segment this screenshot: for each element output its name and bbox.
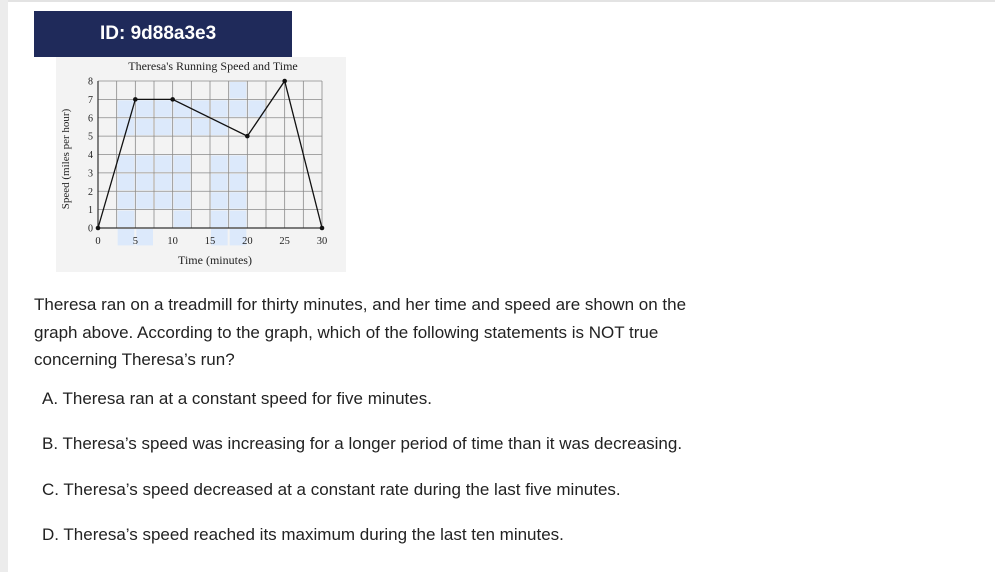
x-tick-label: 25: [279, 236, 290, 247]
question-stem: Theresa ran on a treadmill for thirty minutes, and her time and speed are shown on the graph above. According to the graph, which of the following statements is NOT true concerning Theresa’s run?: [34, 295, 687, 369]
y-tick-label: 1: [88, 205, 93, 217]
shaded-cell: [155, 119, 172, 135]
shaded-cell: [136, 119, 153, 135]
shaded-cell: [174, 192, 191, 208]
shaded-cell: [211, 119, 228, 135]
y-tick-label: 3: [88, 168, 93, 180]
chart-title: Theresa's Running Speed and Time: [128, 59, 298, 73]
x-tick-label: 0: [95, 236, 101, 247]
shaded-cell: [155, 100, 172, 116]
data-point: [96, 226, 101, 231]
shaded-cell: [230, 211, 247, 227]
shaded-cell: [118, 192, 135, 208]
data-point: [245, 134, 250, 139]
y-tick-label: 0: [88, 223, 93, 235]
shaded-cell: [118, 211, 135, 227]
shaded-cell: [230, 192, 247, 208]
x-tick-label: 15: [204, 236, 216, 247]
data-point: [320, 226, 325, 231]
shaded-cell: [211, 174, 228, 190]
data-point: [133, 97, 138, 102]
y-tick-label: 5: [88, 131, 93, 143]
shaded-cell: [155, 174, 172, 190]
shaded-cell: [211, 100, 228, 116]
y-tick-label: 4: [88, 150, 93, 161]
shaded-cell: [174, 174, 191, 190]
shaded-cell: [230, 174, 247, 190]
shaded-cell: [211, 192, 228, 208]
y-tick-label: 7: [88, 94, 93, 106]
x-tick-label: 5: [132, 236, 138, 247]
shaded-cell: [174, 156, 191, 172]
shaded-cell: [230, 82, 247, 98]
shaded-cell: [230, 156, 247, 172]
y-tick-label: 2: [88, 186, 93, 198]
shaded-cell: [136, 229, 153, 245]
shaded-cell: [174, 100, 191, 116]
shaded-cell: [211, 156, 228, 172]
shaded-cell: [155, 192, 172, 208]
top-page-rule: [8, 0, 995, 2]
x-tick-label: 30: [316, 236, 328, 247]
shaded-cell: [174, 211, 191, 227]
speed-time-chart: [56, 57, 346, 272]
shaded-cell: [230, 100, 247, 116]
shaded-cell: [192, 100, 209, 116]
shaded-cell: [192, 119, 209, 135]
y-tick-label: 6: [88, 113, 93, 125]
question-id-banner: [34, 11, 292, 57]
answer-choice-b[interactable]: B. Theresa’s speed was increasing for a longer period of time than it was decreasing.: [42, 434, 683, 453]
data-point: [282, 79, 287, 84]
shaded-cell: [118, 174, 135, 190]
y-axis-ticks: [88, 77, 93, 235]
shaded-cell: [174, 119, 191, 135]
shaded-cell: [211, 211, 228, 227]
y-axis-label: Speed (miles per hour): [60, 108, 72, 210]
x-tick-label: 20: [242, 236, 253, 247]
question-id-label: ID: 9d88a3e3: [100, 23, 217, 44]
answer-choice-c[interactable]: C. Theresa’s speed decreased at a constant rate during the last five minutes.: [42, 480, 621, 499]
answer-choice-d[interactable]: D. Theresa’s speed reached its maximum during the last ten minutes.: [42, 525, 564, 544]
shaded-cell: [118, 156, 135, 172]
answer-choice-a[interactable]: A. Theresa ran at a constant speed for five minutes.: [42, 389, 432, 408]
x-axis-label: Time (minutes): [178, 253, 252, 267]
shaded-cell: [136, 100, 153, 116]
shaded-cell: [136, 192, 153, 208]
shaded-cell: [118, 100, 135, 116]
shaded-cell: [136, 174, 153, 190]
y-tick-label: 8: [88, 76, 93, 88]
left-page-rule: [0, 0, 8, 572]
shaded-cell: [136, 156, 153, 172]
shaded-cell: [155, 156, 172, 172]
data-point: [170, 97, 175, 102]
x-tick-label: 10: [167, 236, 178, 247]
